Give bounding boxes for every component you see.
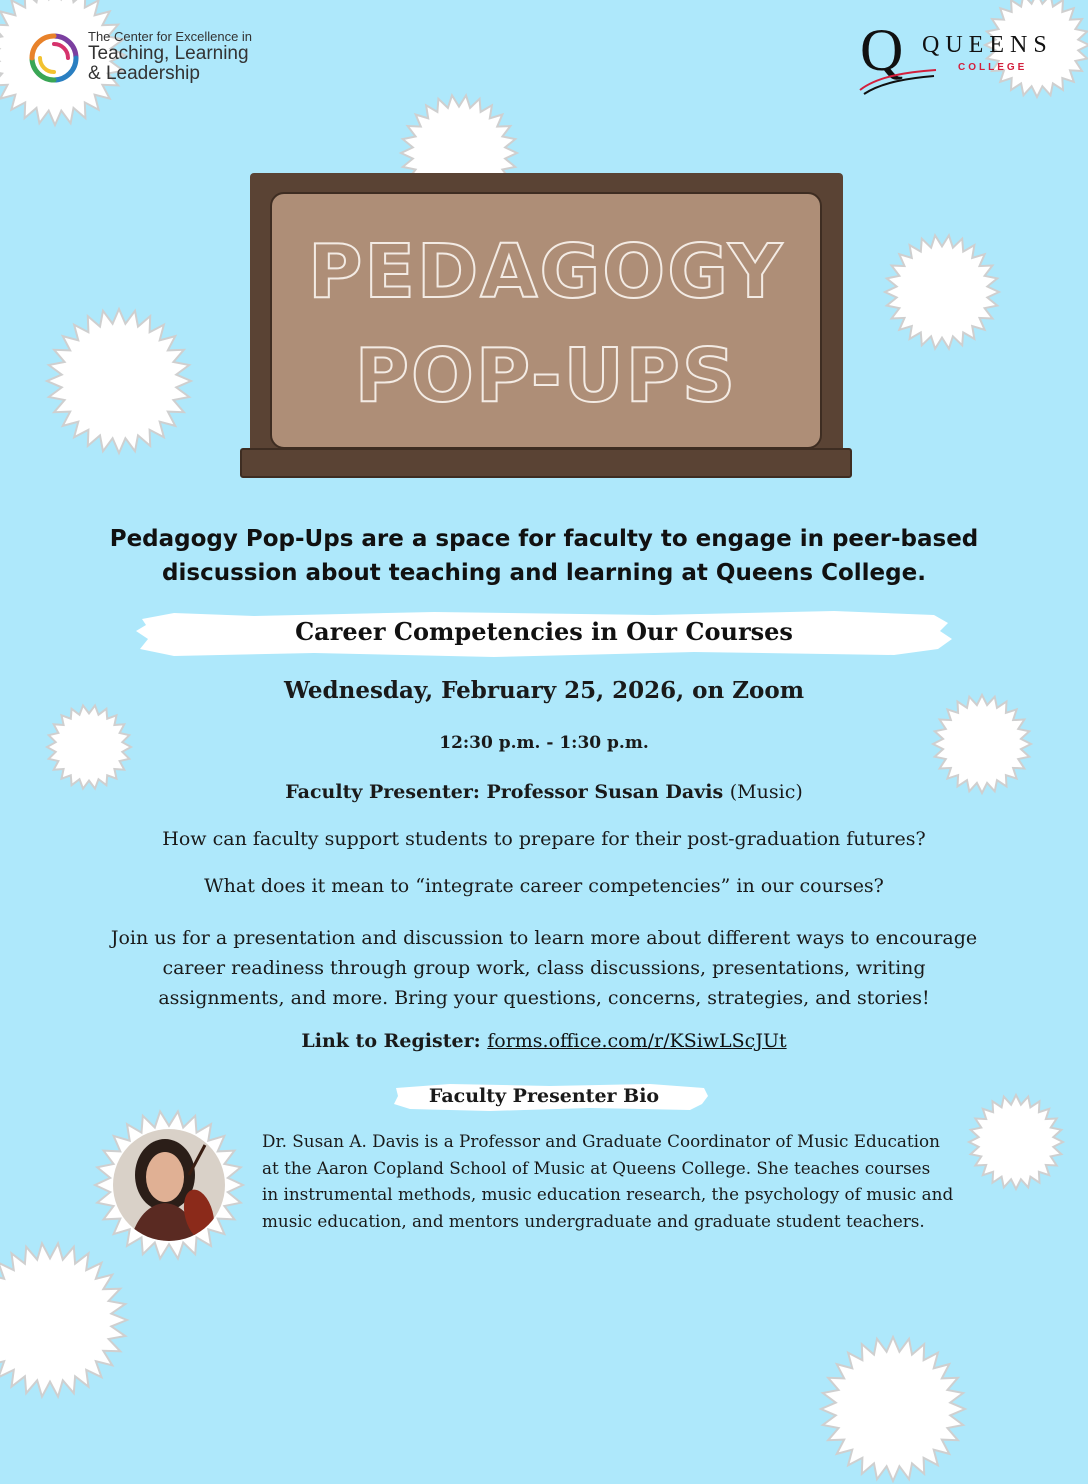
bio-line2: at the Aaron Copland School of Music at Queens College. She teaches courses [262, 1157, 931, 1178]
board-title-line1: PEDAGOGY [308, 229, 784, 315]
join-line2: career readiness through group work, class discussions, presentations, writing [162, 957, 926, 979]
ctl-logo-line2: Teaching, Learning [88, 42, 249, 64]
event-date: Wednesday, February 25, 2026, on Zoom [283, 677, 805, 704]
qc-logo-mark: Q [860, 17, 904, 83]
qc-logo-subtitle: COLLEGE [958, 62, 1028, 73]
event-title: Career Competencies in Our Courses [295, 617, 793, 646]
starburst-decoration [818, 1334, 968, 1484]
queens-college-logo [856, 17, 1066, 94]
intro-line2: discussion about teaching and learning at Queens College. [162, 560, 926, 586]
board-title-line2: POP-UPS [354, 333, 738, 419]
presenter-dept: (Music) [729, 781, 803, 803]
bio-line1: Dr. Susan A. Davis is a Professor and Graduate Coordinator of Music Education [262, 1131, 940, 1151]
starburst-decoration [0, 1240, 130, 1400]
swirl-logo-icon [24, 28, 84, 88]
presenter-label: Faculty Presenter [285, 781, 473, 803]
qc-swoosh-icon [858, 66, 938, 96]
ctl-logo [24, 28, 274, 92]
board-ledge [240, 448, 852, 478]
bio-line3: in instrumental methods, music education research, the psychology of music and [262, 1184, 954, 1204]
register-line [0, 1030, 1088, 1052]
intro-line1: Pedagogy Pop-Ups are a space for faculty to engage in peer-based [109, 526, 979, 552]
question-1: How can faculty support students to prepare for their post-graduation futures? [162, 828, 926, 850]
ctl-logo-line3: & Leadership [88, 62, 200, 84]
bio-text [262, 1128, 982, 1234]
presenter-photo [92, 1108, 246, 1262]
bio-line4: music education, and mentors undergraduate and graduate student teachers. [262, 1210, 925, 1231]
question-2: What does it mean to “integrate career competencies” in our courses? [204, 875, 884, 897]
presenter-name: : Professor Susan Davis [472, 781, 730, 803]
ctl-logo-line1: The Center for Excellence in [88, 29, 253, 44]
event-time: 12:30 p.m. - 1:30 p.m. [439, 733, 649, 753]
register-label: Link to Register: [301, 1030, 488, 1052]
join-line3: assignments, and more. Bring your questions, concerns, strategies, and stories! [158, 987, 930, 1009]
faculty-presenter [0, 781, 1088, 803]
bio-title: Faculty Presenter Bio [428, 1085, 660, 1107]
intro-text [0, 522, 1088, 590]
join-line1: Join us for a presentation and discussion to learn more about different ways to encourage [110, 927, 978, 949]
qc-logo-name: QUEENS [922, 32, 1053, 58]
starburst-decoration [44, 306, 194, 456]
join-paragraph [100, 923, 988, 1013]
register-link[interactable]: forms.office.com/r/KSiwLScJUt [487, 1030, 787, 1052]
board-title [270, 220, 822, 428]
starburst-decoration [882, 232, 1002, 352]
